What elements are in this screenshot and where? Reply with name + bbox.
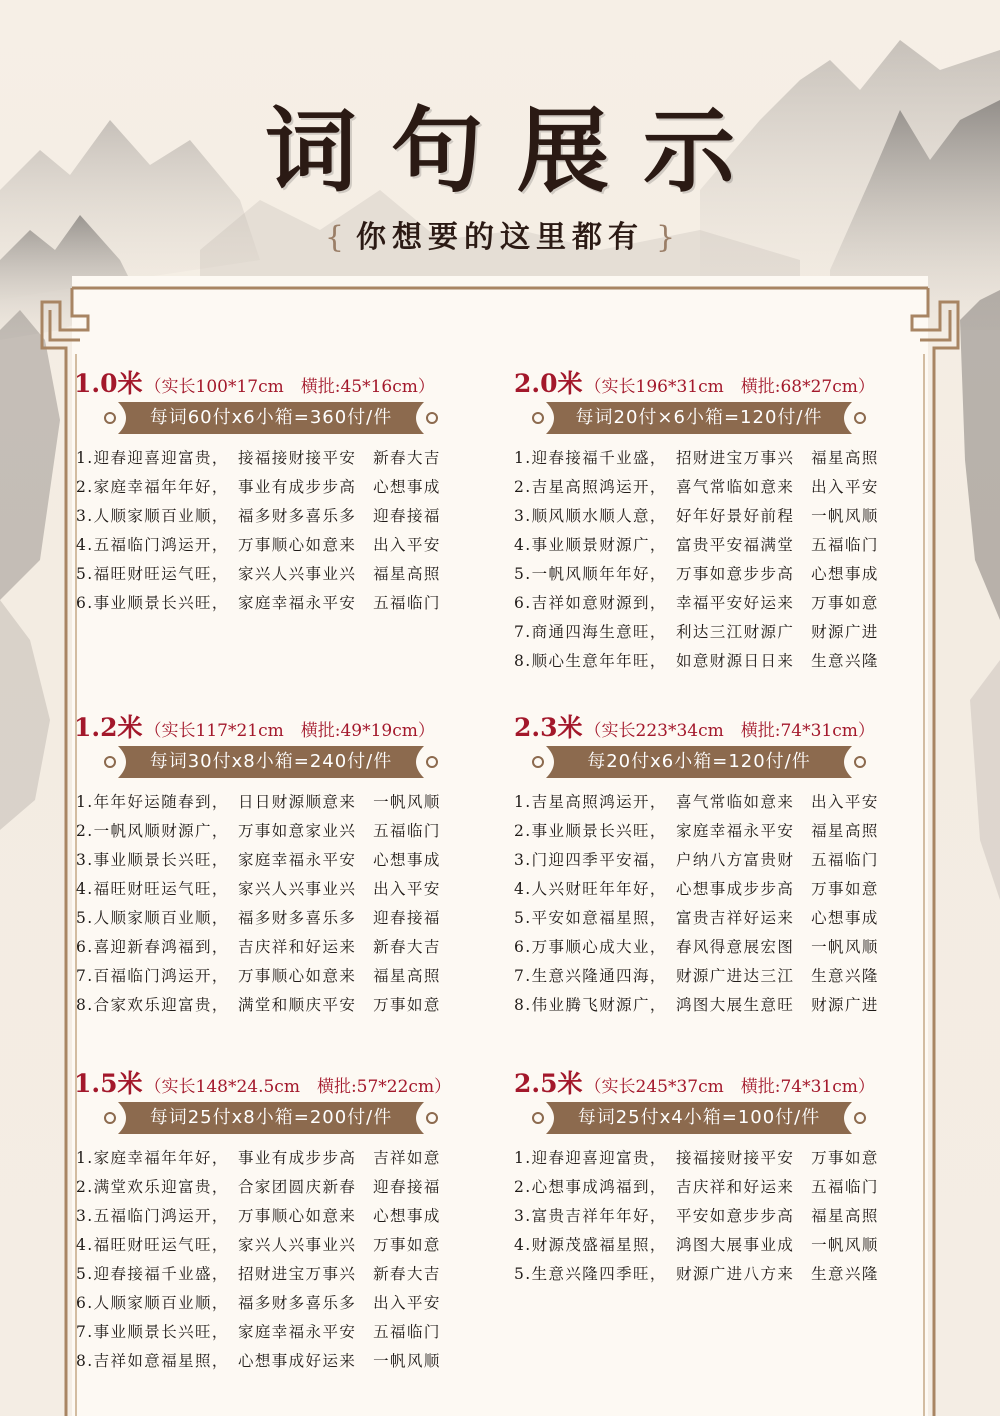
quantity-badge (532, 746, 866, 778)
list-item: 8.吉祥如意福星照， 心想事成好运来 一帆风顺 (76, 1352, 441, 1370)
list-item: 2.满堂欢乐迎富贵， 合家团圆庆新春 迎春接福 (76, 1178, 441, 1196)
list-item: 2.心想事成鸿福到， 吉庆祥和好运来 五福临门 (514, 1178, 879, 1196)
spec-block-1-2m (74, 708, 441, 1020)
spec-block-1-0m (74, 364, 441, 618)
list-item: 4.人兴财旺年年好， 心想事成步步高 万事如意 (514, 880, 879, 898)
subtitle-brace-left: { (324, 220, 344, 255)
list-item: 4.财源茂盛福星照， 鸿图大展事业成 一帆风顺 (514, 1236, 879, 1254)
list-item: 6.吉祥如意财源到， 幸福平安好运来 万事如意 (514, 594, 879, 612)
block-spec: （实长196*31cm 横批:68*27cm） (584, 377, 875, 397)
list-item: 6.事业顺景长兴旺， 家庭幸福永平安 五福临门 (76, 594, 441, 612)
list-item: 7.商通四海生意旺， 利达三江财源广 财源广进 (514, 623, 879, 641)
list-item: 1.家庭幸福年年好， 事业有成步步高 吉祥如意 (76, 1149, 441, 1167)
list-item: 8.伟业腾飞财源广， 鸿图大展生意旺 财源广进 (514, 996, 879, 1014)
list-item: 6.人顺家顺百业顺， 福多财多喜乐多 出入平安 (76, 1294, 441, 1312)
list-item: 1.迎春迎喜迎富贵， 接福接财接平安 新春大吉 (76, 449, 441, 467)
list-item: 4.五福临门鸿运开， 万事顺心如意来 出入平安 (76, 536, 441, 554)
block-spec: （实长148*24.5cm 横批:57*22cm） (144, 1077, 452, 1097)
couplet-list (514, 788, 879, 1020)
list-item: 3.事业顺景长兴旺， 家庭幸福永平安 心想事成 (76, 851, 441, 869)
block-size: 1.5米 (74, 1069, 143, 1098)
list-item: 8.顺心生意年年旺， 如意财源日日来 生意兴隆 (514, 652, 879, 670)
badge-text: 每词25付x4小箱=100付/件 (577, 1107, 821, 1128)
list-item: 7.事业顺景长兴旺， 家庭幸福永平安 五福临门 (76, 1323, 441, 1341)
quantity-badge (104, 746, 438, 778)
badge-text: 每词60付x6小箱=360付/件 (149, 407, 393, 428)
list-item: 3.富贵吉祥年年好， 平安如意步步高 福星高照 (514, 1207, 879, 1225)
couplet-list (76, 1144, 451, 1376)
block-spec: （实长117*21cm 横批:49*19cm） (144, 721, 435, 741)
block-size: 2.5米 (514, 1069, 583, 1098)
list-item: 2.一帆风顺财源广， 万事如意家业兴 五福临门 (76, 822, 441, 840)
spec-block-2-5m (514, 1064, 879, 1289)
block-size: 2.0米 (514, 369, 583, 398)
couplet-list (514, 444, 879, 676)
list-item: 1.年年好运随春到， 日日财源顺意来 一帆风顺 (76, 793, 441, 811)
badge-text: 每20付x6小箱=120付/件 (587, 751, 811, 772)
list-item: 3.人顺家顺百业顺， 福多财多喜乐多 迎春接福 (76, 507, 441, 525)
list-item: 6.万事顺心成大业， 春风得意展宏图 一帆风顺 (514, 938, 879, 956)
block-title (514, 364, 879, 398)
list-item: 2.家庭幸福年年好， 事业有成步步高 心想事成 (76, 478, 441, 496)
badge-text: 每词25付x8小箱=200付/件 (149, 1107, 393, 1128)
block-spec: （实长100*17cm 横批:45*16cm） (144, 377, 435, 397)
block-spec: （实长245*37cm 横批:74*31cm） (584, 1077, 875, 1097)
page-title: 词句展示 (264, 97, 769, 205)
block-title (514, 708, 879, 742)
subtitle-brace-right: } (656, 220, 676, 255)
list-item: 1.迎春接福千业盛， 招财进宝万事兴 福星高照 (514, 449, 879, 467)
list-item: 5.人顺家顺百业顺， 福多财多喜乐多 迎春接福 (76, 909, 441, 927)
list-item: 7.生意兴隆通四海， 财源广进达三江 生意兴隆 (514, 967, 879, 985)
list-item: 1.吉星高照鸿运开， 喜气常临如意来 出入平安 (514, 793, 879, 811)
list-item: 5.一帆风顺年年好， 万事如意步步高 心想事成 (514, 565, 879, 583)
block-size: 1.2米 (74, 713, 143, 742)
list-item: 3.顺风顺水顺人意， 好年好景好前程 一帆风顺 (514, 507, 879, 525)
subtitle-text: 你想要的这里都有 (356, 220, 644, 255)
quantity-badge (104, 1102, 438, 1134)
list-item: 3.门迎四季平安福， 户纳八方富贵财 五福临门 (514, 851, 879, 869)
quantity-badge (104, 402, 438, 434)
couplet-list (76, 788, 441, 1020)
block-size: 1.0米 (74, 369, 143, 398)
couplet-list (514, 1144, 879, 1289)
list-item: 2.吉星高照鸿运开， 喜气常临如意来 出入平安 (514, 478, 879, 496)
block-size: 2.3米 (514, 713, 583, 742)
page-subtitle (0, 212, 1000, 256)
list-item: 7.百福临门鸿运开， 万事顺心如意来 福星高照 (76, 967, 441, 985)
block-title (74, 364, 441, 398)
list-item: 4.福旺财旺运气旺， 家兴人兴事业兴 万事如意 (76, 1236, 441, 1254)
badge-text: 每词20付×6小箱=120付/件 (575, 407, 823, 428)
list-item: 4.福旺财旺运气旺， 家兴人兴事业兴 出入平安 (76, 880, 441, 898)
list-item: 3.五福临门鸿运开， 万事顺心如意来 心想事成 (76, 1207, 441, 1225)
spec-block-1-5m (74, 1064, 451, 1376)
list-item: 5.生意兴隆四季旺， 财源广进八方来 生意兴隆 (514, 1265, 879, 1283)
list-item: 5.平安如意福星照， 富贵吉祥好运来 心想事成 (514, 909, 879, 927)
spec-block-2-3m (514, 708, 879, 1020)
list-item: 2.事业顺景长兴旺， 家庭幸福永平安 福星高照 (514, 822, 879, 840)
block-title (514, 1064, 879, 1098)
block-spec: （实长223*34cm 横批:74*31cm） (584, 721, 875, 741)
couplet-list (76, 444, 441, 618)
list-item: 8.合家欢乐迎富贵， 满堂和顺庆平安 万事如意 (76, 996, 441, 1014)
block-title (74, 708, 441, 742)
list-item: 4.事业顺景财源广， 富贵平安福满堂 五福临门 (514, 536, 879, 554)
badge-text: 每词30付x8小箱=240付/件 (149, 751, 393, 772)
quantity-badge (532, 1102, 866, 1134)
block-title (74, 1064, 451, 1098)
list-item: 1.迎春迎喜迎富贵， 接福接财接平安 万事如意 (514, 1149, 879, 1167)
quantity-badge (532, 402, 866, 434)
list-item: 6.喜迎新春鸿福到， 吉庆祥和好运来 新春大吉 (76, 938, 441, 956)
list-item: 5.福旺财旺运气旺， 家兴人兴事业兴 福星高照 (76, 565, 441, 583)
list-item: 5.迎春接福千业盛， 招财进宝万事兴 新春大吉 (76, 1265, 441, 1283)
spec-block-2-0m (514, 364, 879, 676)
